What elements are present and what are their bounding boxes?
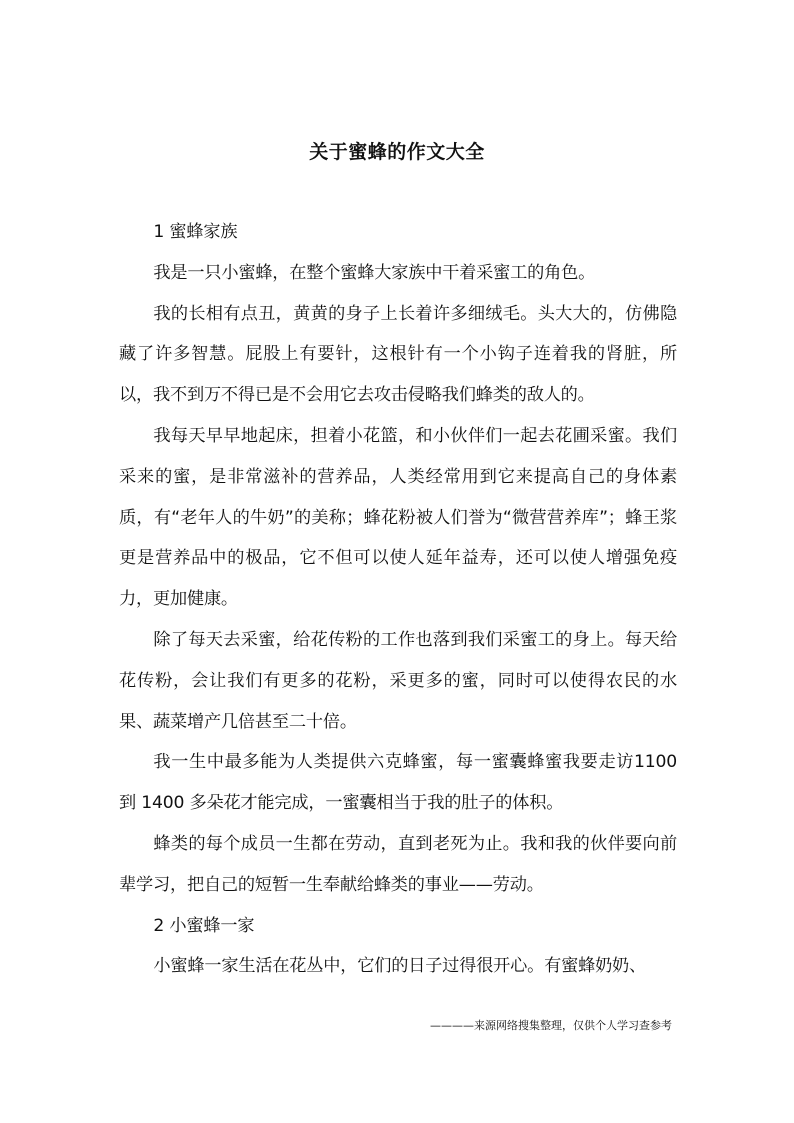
document-body bbox=[119, 212, 677, 987]
paragraph: 我的长相有点丑，黄黄的身子上长着许多细绒毛。头大大的，仿佛隐藏了许多智慧。屁股上有要针，这根针有一个小钩子连着我的肾脏，所以，我不到万不得已是不会用它去攻击侵略我们蜂类的敌人的。 bbox=[119, 303, 677, 406]
paragraph: 蜂类的每个成员一生都在劳动，直到老死为止。我和我的伙伴要向前辈学习，把自己的短暂一生奉献给蜂类的事业——劳动。 bbox=[119, 833, 677, 895]
section-heading-1: 1 蜜蜂家族 bbox=[153, 222, 238, 242]
section-heading-2: 2 小蜜蜂一家 bbox=[153, 915, 255, 936]
paragraph: 我一生中最多能为人类提供六克蜂蜜，每一蜜囊蜂蜜我要走访1100 到 1400 多朵花才能完成，一蜜囊相当于我的肚子的体积。 bbox=[119, 752, 677, 814]
page-footer-note: ————来源网络搜集整理，仅供个人学习查参考 bbox=[430, 1019, 672, 1032]
paragraph: 我是一只小蜜蜂，在整个蜜蜂大家族中干着采蜜工的角色。 bbox=[153, 262, 596, 283]
paragraph: 小蜜蜂一家生活在花丛中，它们的日子过得很开心。有蜜蜂奶奶、 bbox=[153, 956, 647, 977]
paragraph: 除了每天去采蜜，给花传粉的工作也落到我们采蜜工的身上。每天给花传粉，会让我们有更多的花粉，采更多的蜜，同时可以使得农民的水果、蔬菜增产几倍甚至二十倍。 bbox=[119, 629, 677, 732]
paragraph: 我每天早早地起床，担着小花篮，和小伙伴们一起去花圃采蜜。我们采来的蜜，是非常滋补的营养品，人类经常用到它来提高自己的身体素质，有“老年人的牛奶”的美称；蜂花粉被人们誉为“微营营养库”；蜂王浆更是营养品中的极品，它不但可以使人延年益寿，还可以使人增强免疫力，更加健康。 bbox=[119, 425, 677, 610]
document-title: 关于蜜蜂的作文大全 bbox=[309, 141, 485, 163]
